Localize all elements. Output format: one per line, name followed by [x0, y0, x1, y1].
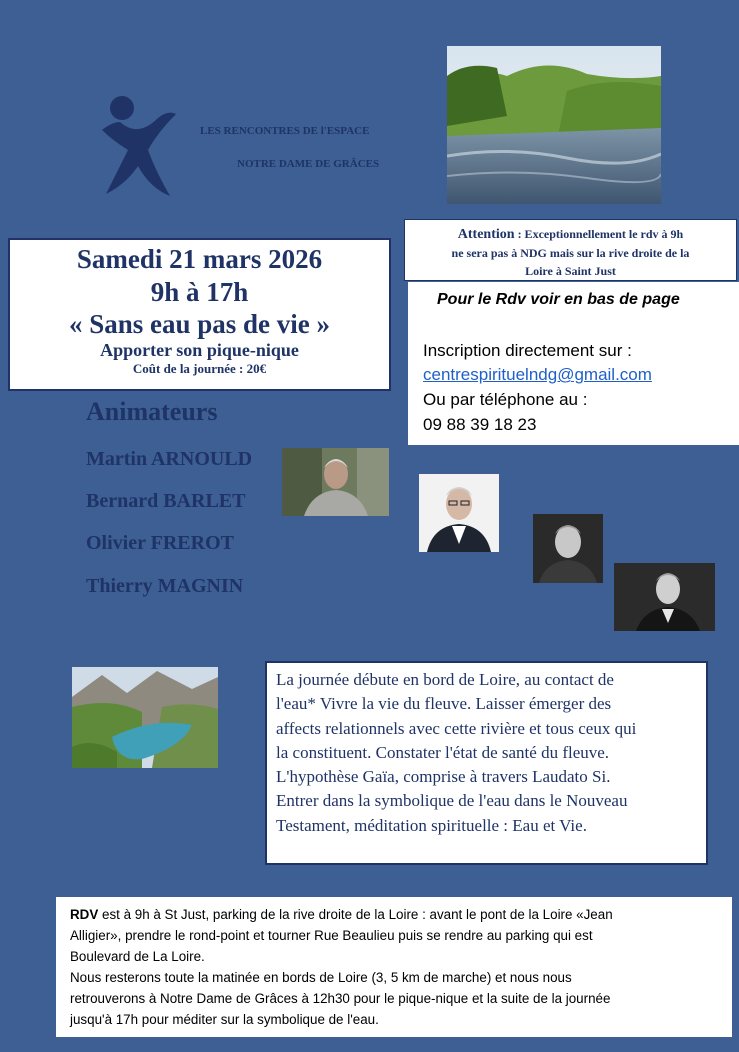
portrait-photo [419, 474, 499, 552]
rdv-details-box [56, 897, 732, 1037]
event-cost: Coût de la journée : 20€ [132, 361, 267, 376]
inscription-label: Inscription directement sur : [423, 341, 632, 360]
event-picnic: Apporter son pique-nique [100, 340, 299, 360]
event-info-box [8, 238, 391, 391]
attention-line-3: Loire à Saint Just [525, 264, 616, 278]
description-box [265, 661, 708, 865]
rdv-line: Nous resterons toute la matinée en bords de Loire (3, 5 km de marche) et nous nous [70, 970, 572, 985]
person-x-logo-icon [98, 92, 182, 200]
phone-number: 09 88 39 18 23 [423, 415, 537, 434]
email-link[interactable]: centrespirituelndg@gmail.com [423, 365, 652, 384]
phone-label: Ou par téléphone au : [423, 390, 588, 409]
rdv-label: RDV [70, 907, 99, 922]
attention-line-2: ne sera pas à NDG mais sur la rive droite de la [451, 246, 690, 260]
portrait-photo [614, 563, 715, 631]
rdv-line: Boulevard de La Loire. [70, 949, 205, 964]
attention-line-1: : Exceptionnellement le rdv à 9h [514, 227, 684, 241]
org-name-line-2: NOTRE DAME DE GRÂCES [237, 158, 380, 170]
portrait-photo [282, 448, 389, 516]
rdv-note: Pour le Rdv voir en bas de page [437, 291, 680, 308]
rdv-line: jusqu'à 17h pour méditer sur la symbolique de l'eau. [70, 1012, 379, 1027]
event-title: « Sans eau pas de vie » [68, 309, 331, 339]
description-line: affects relationnels avec cette rivière et tous ceux qui [276, 718, 637, 738]
animateur-name: Bernard BARLET [86, 490, 246, 512]
description-line: La journée débute en bord de Loire, au contact de [276, 670, 614, 689]
mountain-lake-photo [72, 667, 218, 768]
animateur-name: Thierry MAGNIN [86, 575, 244, 597]
event-date: Samedi 21 mars 2026 [76, 244, 323, 274]
attention-label: Attention [457, 227, 515, 242]
animateur-name: Olivier FREROT [86, 532, 234, 554]
river-landscape-photo [447, 46, 661, 204]
description-line: Entrer dans la symbolique de l'eau dans le Nouveau [276, 791, 628, 811]
description-line: L'hypothèse Gaïa, comprise à travers Laudato Si. [276, 767, 611, 787]
rdv-line: Alligier», prendre le rond-point et tourner Rue Beaulieu puis se rendre au parking qui est [70, 928, 593, 943]
rdv-line: est à 9h à St Just, parking de la rive droite de la Loire : avant le pont de la Loire «Jean [98, 907, 613, 922]
event-hours: 9h à 17h [150, 277, 249, 307]
rdv-line: retrouverons à Notre Dame de Grâces à 12h30 pour le pique-nique et la suite de la journée [70, 991, 611, 1006]
animateurs-title: Animateurs [86, 397, 218, 426]
org-name-line-1: LES RENCONTRES DE l'ESPACE [200, 125, 370, 137]
description-line: Testament, méditation spirituelle : Eau et Vie. [276, 815, 587, 835]
animateur-name: Martin ARNOULD [86, 448, 253, 470]
description-line: la constituent. Constater l'état de santé du fleuve. [276, 742, 610, 762]
attention-notice [404, 219, 737, 281]
description-line: l'eau* Vivre la vie du fleuve. Laisser émerger des [276, 694, 612, 714]
portrait-photo [533, 514, 603, 583]
